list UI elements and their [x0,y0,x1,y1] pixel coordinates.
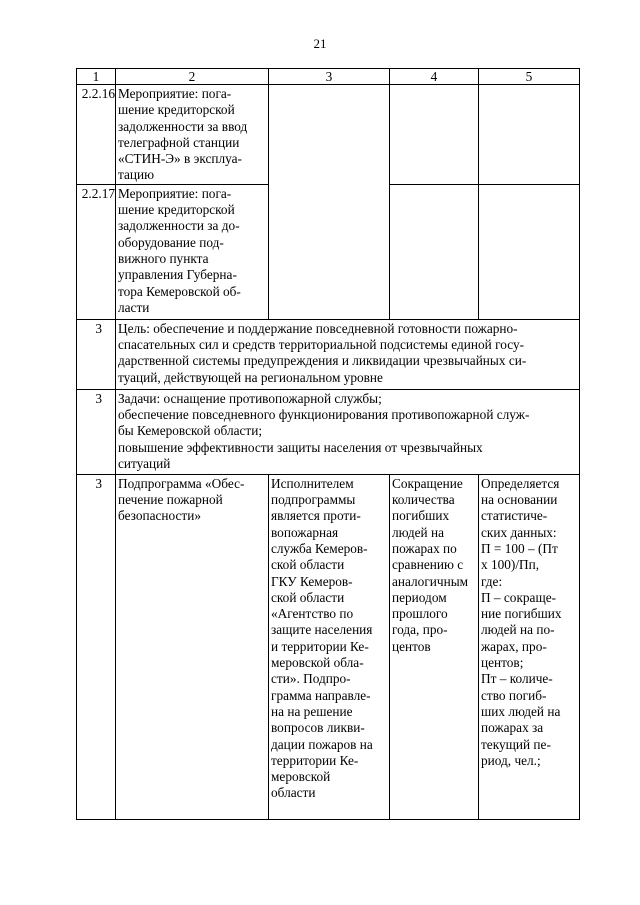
empty-cell [390,184,479,319]
header-cell-4: 4 [390,69,479,85]
program-table [76,68,580,820]
header-cell-3: 3 [269,69,390,85]
empty-cell [479,184,580,319]
table-row [77,389,580,474]
row-number: 3 [77,389,116,474]
indicator-cell: Сокращение количества погибших людей на пожарах по сравнению с аналогичным периодом прошлого года, про- центов [390,474,479,819]
activity-cell: Мероприятие: пога- шение кредиторской задолженности за до- оборудование под- вижного пункта управления Губерна- тора Кемеровской об- ласти [116,184,269,319]
table-header-row [77,69,580,85]
goal-cell: Цель: обеспечение и поддержание повседневной готовности пожарно- спасательных сил и средств территориальной подсистемы единой госу- дарственной системы предупреждения и ликвидации чрезвычайных си- туаций, действующей на региональном уровне [116,319,580,389]
activity-cell: Мероприятие: пога- шение кредиторской задолженности за ввод телеграфной станции «СТИН-Э» в эксплуа- тацию [116,85,269,185]
header-cell-1: 1 [77,69,116,85]
calculation-cell: Определяется на основании статистиче- ских данных: П = 100 – (Пт х 100)/Пп, где: П – сокраще- ние погибших людей на по- жарах, про- центов; Пт – количе- ство погиб- ших людей на пожарах за текущий пе- риод, чел.; [479,474,580,819]
row-number: 2.2.17 [77,184,116,319]
empty-cell [390,85,479,185]
row-number: 2.2.16 [77,85,116,185]
header-cell-2: 2 [116,69,269,85]
empty-cell [479,85,580,185]
row-number: 3 [77,474,116,819]
table-row [77,319,580,389]
table-row [77,474,580,819]
subprogram-name-cell: Подпрограмма «Обес- печение пожарной безопасности» [116,474,269,819]
row-number: 3 [77,319,116,389]
tasks-cell: Задачи: оснащение противопожарной службы; обеспечение повседневного функционирования противопожарной служ- бы Кемеровской области; повышение эффективности защиты населения от чрезвычайных ситуаций [116,389,580,474]
page-number: 21 [313,36,327,51]
executor-cell: Исполнителем подпрограммы является проти- вопожарная служба Кемеров- ской области ГКУ Кемеров- ской области «Агентство по защите населения и территории Ке- меровской обла- сти». Подпро- грамма направле- на на решение вопросов ликви- дации пожаров на территории Ке- меровской области [269,474,390,819]
header-cell-5: 5 [479,69,580,85]
table-row [77,85,580,185]
empty-cell [269,85,390,320]
